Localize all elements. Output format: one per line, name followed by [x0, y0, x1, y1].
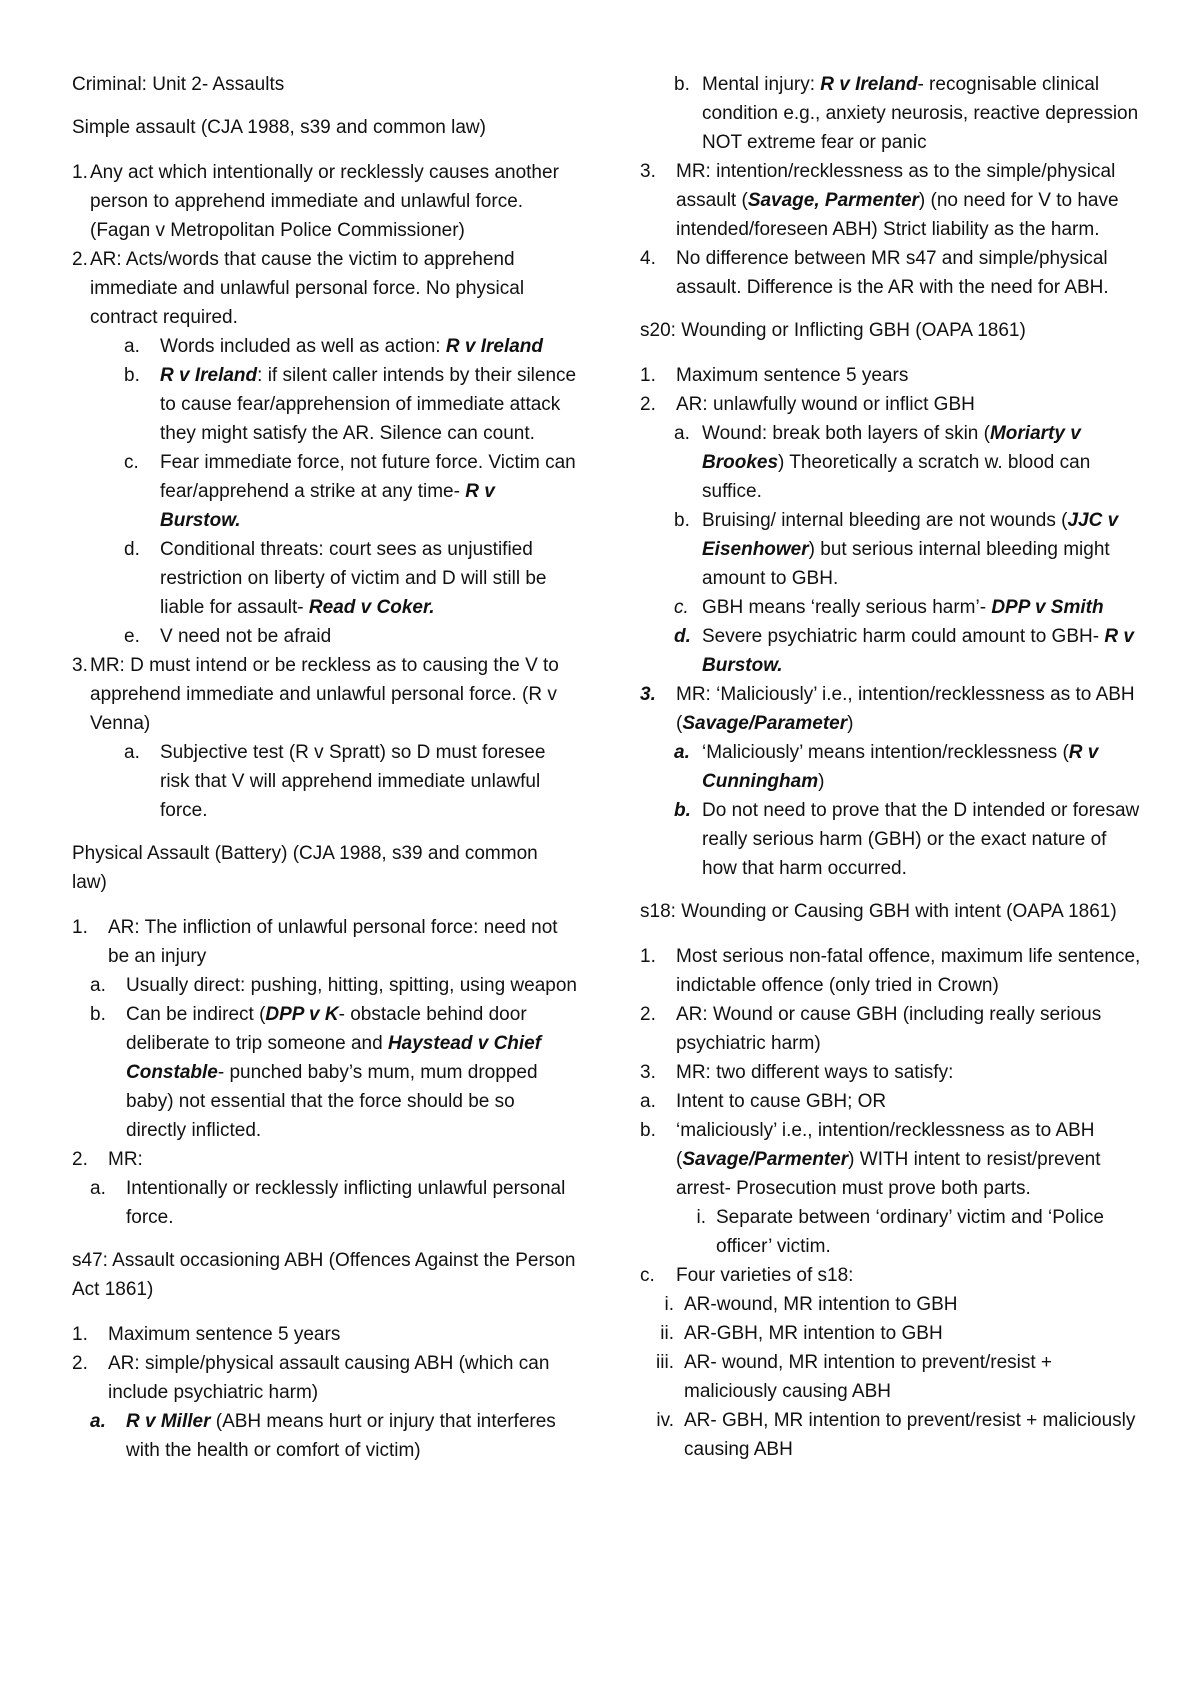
- case-name: R v Cunningham: [702, 742, 1099, 792]
- list-item: iii. AR- wound, MR intention to prevent/resist + maliciously causing ABH: [656, 1352, 1053, 1402]
- list-item: c. GBH means ‘really serious harm’- DPP v Smith: [674, 597, 1104, 618]
- battery-heading: Physical Assault (Battery) (CJA 1988, s39 and common law): [72, 843, 538, 893]
- list-item: e. V need not be afraid: [124, 626, 332, 647]
- list-item: 1. Most serious non-fatal offence, maximum life sentence, indictable offence (only tried in Crown): [640, 946, 1141, 996]
- case-name: Haystead v Chief Constable: [126, 1033, 542, 1083]
- case-name: Savage/Parmenter: [682, 1149, 849, 1170]
- list-item: ii. AR-GBH, MR intention to GBH: [660, 1323, 943, 1344]
- s18-heading: s18: Wounding or Causing GBH with intent (OAPA 1861): [640, 901, 1117, 922]
- list-item: 3. MR: intention/recklessness as to the simple/physical assault (Savage, Parmenter) (no need for V to have intended/foreseen ABH) Strict liability as the harm.: [640, 161, 1119, 240]
- case-name: JJC v Eisenhower: [702, 510, 1119, 560]
- list-item: c. Fear immediate force, not future force. Victim can fear/apprehend a strike at any time- R v Burstow.: [124, 452, 576, 531]
- list-item: b. Bruising/ internal bleeding are not wounds (JJC v Eisenhower) but serious internal bleeding might amount to GBH.: [674, 510, 1119, 589]
- case-name: Read v Coker.: [308, 597, 435, 618]
- list-item: b. Mental injury: R v Ireland- recognisable clinical condition e.g., anxiety neurosis, reactive depression NOT extreme fear or panic: [674, 74, 1139, 153]
- case-name: R v Burstow.: [702, 626, 1134, 676]
- case-name: Savage/Parameter: [682, 713, 848, 734]
- list-item: 1. Any act which intentionally or recklessly causes another person to apprehend immediate and unlawful force. (Fagan v Metropolitan Police Commissioner): [72, 162, 559, 241]
- list-item: b. ‘maliciously’ i.e., intention/recklessness as to ABH (Savage/Parmenter) WITH intent to resist/prevent arrest- Prosecution must prove both parts.: [640, 1120, 1101, 1199]
- simple-assault-heading: Simple assault (CJA 1988, s39 and common law): [72, 117, 486, 138]
- list-item: a. Intentionally or recklessly inflicting unlawful personal force.: [90, 1178, 566, 1228]
- list-item: a. Usually direct: pushing, hitting, spitting, using weapon: [90, 975, 577, 996]
- list-item: b. Can be indirect (DPP v K- obstacle behind door deliberate to trip someone and Haystead v Chief Constable- punched baby’s mum, mum dropped baby) not essential that the force should be so directly inflicted.: [90, 1004, 542, 1141]
- s47-heading: s47: Assault occasioning ABH (Offences Against the Person Act 1861): [72, 1250, 576, 1300]
- case-name: R v Ireland: [820, 74, 918, 95]
- list-item: 3. MR: ‘Maliciously’ i.e., intention/recklessness as to ABH (Savage/Parameter): [640, 684, 1135, 734]
- list-item: d. Severe psychiatric harm could amount to GBH- R v Burstow.: [674, 626, 1134, 676]
- list-item: d. Conditional threats: court sees as unjustified restriction on liberty of victim and D will still be liable for assault- Read v Coker.: [124, 539, 547, 618]
- list-item: 4. No difference between MR s47 and simple/physical assault. Difference is the AR with the need for ABH.: [640, 248, 1109, 298]
- list-item: a. R v Miller (ABH means hurt or injury that interferes with the health or comfort of victim): [90, 1411, 556, 1461]
- list-item: 3. MR: D must intend or be reckless as to causing the V to apprehend immediate and unlawful personal force. (R v Venna): [72, 655, 559, 734]
- list-item: a. Wound: break both layers of skin (Moriarty v Brookes) Theoretically a scratch w. blood can suffice.: [674, 423, 1091, 502]
- case-name: R v Miller: [126, 1411, 211, 1432]
- list-item: 3. MR: two different ways to satisfy:: [640, 1062, 954, 1083]
- list-item: a. Subjective test (R v Spratt) so D must foresee risk that V will apprehend immediate unlawful force.: [124, 742, 546, 821]
- list-item: b. Do not need to prove that the D intended or foresaw really serious harm (GBH) or the exact nature of how that harm occurred.: [674, 800, 1140, 879]
- list-item: 2. MR:: [72, 1149, 143, 1170]
- list-item: 1. Maximum sentence 5 years: [72, 1324, 341, 1345]
- list-item: 1. AR: The infliction of unlawful personal force: need not be an injury: [72, 917, 558, 967]
- case-name: R v Burstow.: [160, 481, 495, 531]
- list-item: b. R v Ireland: if silent caller intends by their silence to cause fear/apprehension of immediate attack they might satisfy the AR. Silence can count.: [124, 365, 577, 444]
- list-item: 2. AR: unlawfully wound or inflict GBH: [640, 394, 975, 415]
- list-item: i. Separate between ‘ordinary’ victim and ‘Police officer’ victim.: [696, 1207, 1104, 1257]
- case-name: Savage, Parmenter: [747, 190, 919, 211]
- list-item: 2. AR: Acts/words that cause the victim to apprehend immediate and unlawful personal force. No physical contract required.: [72, 249, 525, 328]
- right-column: [640, 70, 1145, 1464]
- list-item: i. AR-wound, MR intention to GBH: [664, 1294, 958, 1315]
- s20-heading: s20: Wounding or Inflicting GBH (OAPA 1861): [640, 320, 1026, 341]
- case-name: Moriarty v Brookes: [702, 423, 1081, 473]
- list-item: a. ‘Maliciously’ means intention/recklessness (R v Cunningham): [674, 742, 1099, 792]
- list-item: 2. AR: simple/physical assault causing ABH (which can include psychiatric harm): [72, 1353, 550, 1403]
- list-item: 2. AR: Wound or cause GBH (including really serious psychiatric harm): [640, 1004, 1102, 1054]
- list-item: 1. Maximum sentence 5 years: [640, 365, 909, 386]
- list-item: a. Intent to cause GBH; OR: [640, 1091, 887, 1112]
- document-title: Criminal: Unit 2- Assaults: [72, 74, 285, 95]
- case-name: DPP v K: [265, 1004, 339, 1025]
- left-column: [72, 70, 577, 1465]
- list-item: iv. AR- GBH, MR intention to prevent/resist + maliciously causing ABH: [656, 1410, 1136, 1460]
- list-item: c. Four varieties of s18:: [640, 1265, 854, 1286]
- case-name: R v Ireland: [445, 336, 544, 357]
- case-name: DPP v Smith: [991, 597, 1104, 618]
- case-name: R v Ireland: [160, 365, 258, 386]
- list-item: a. Words included as well as action: R v Ireland: [124, 336, 544, 357]
